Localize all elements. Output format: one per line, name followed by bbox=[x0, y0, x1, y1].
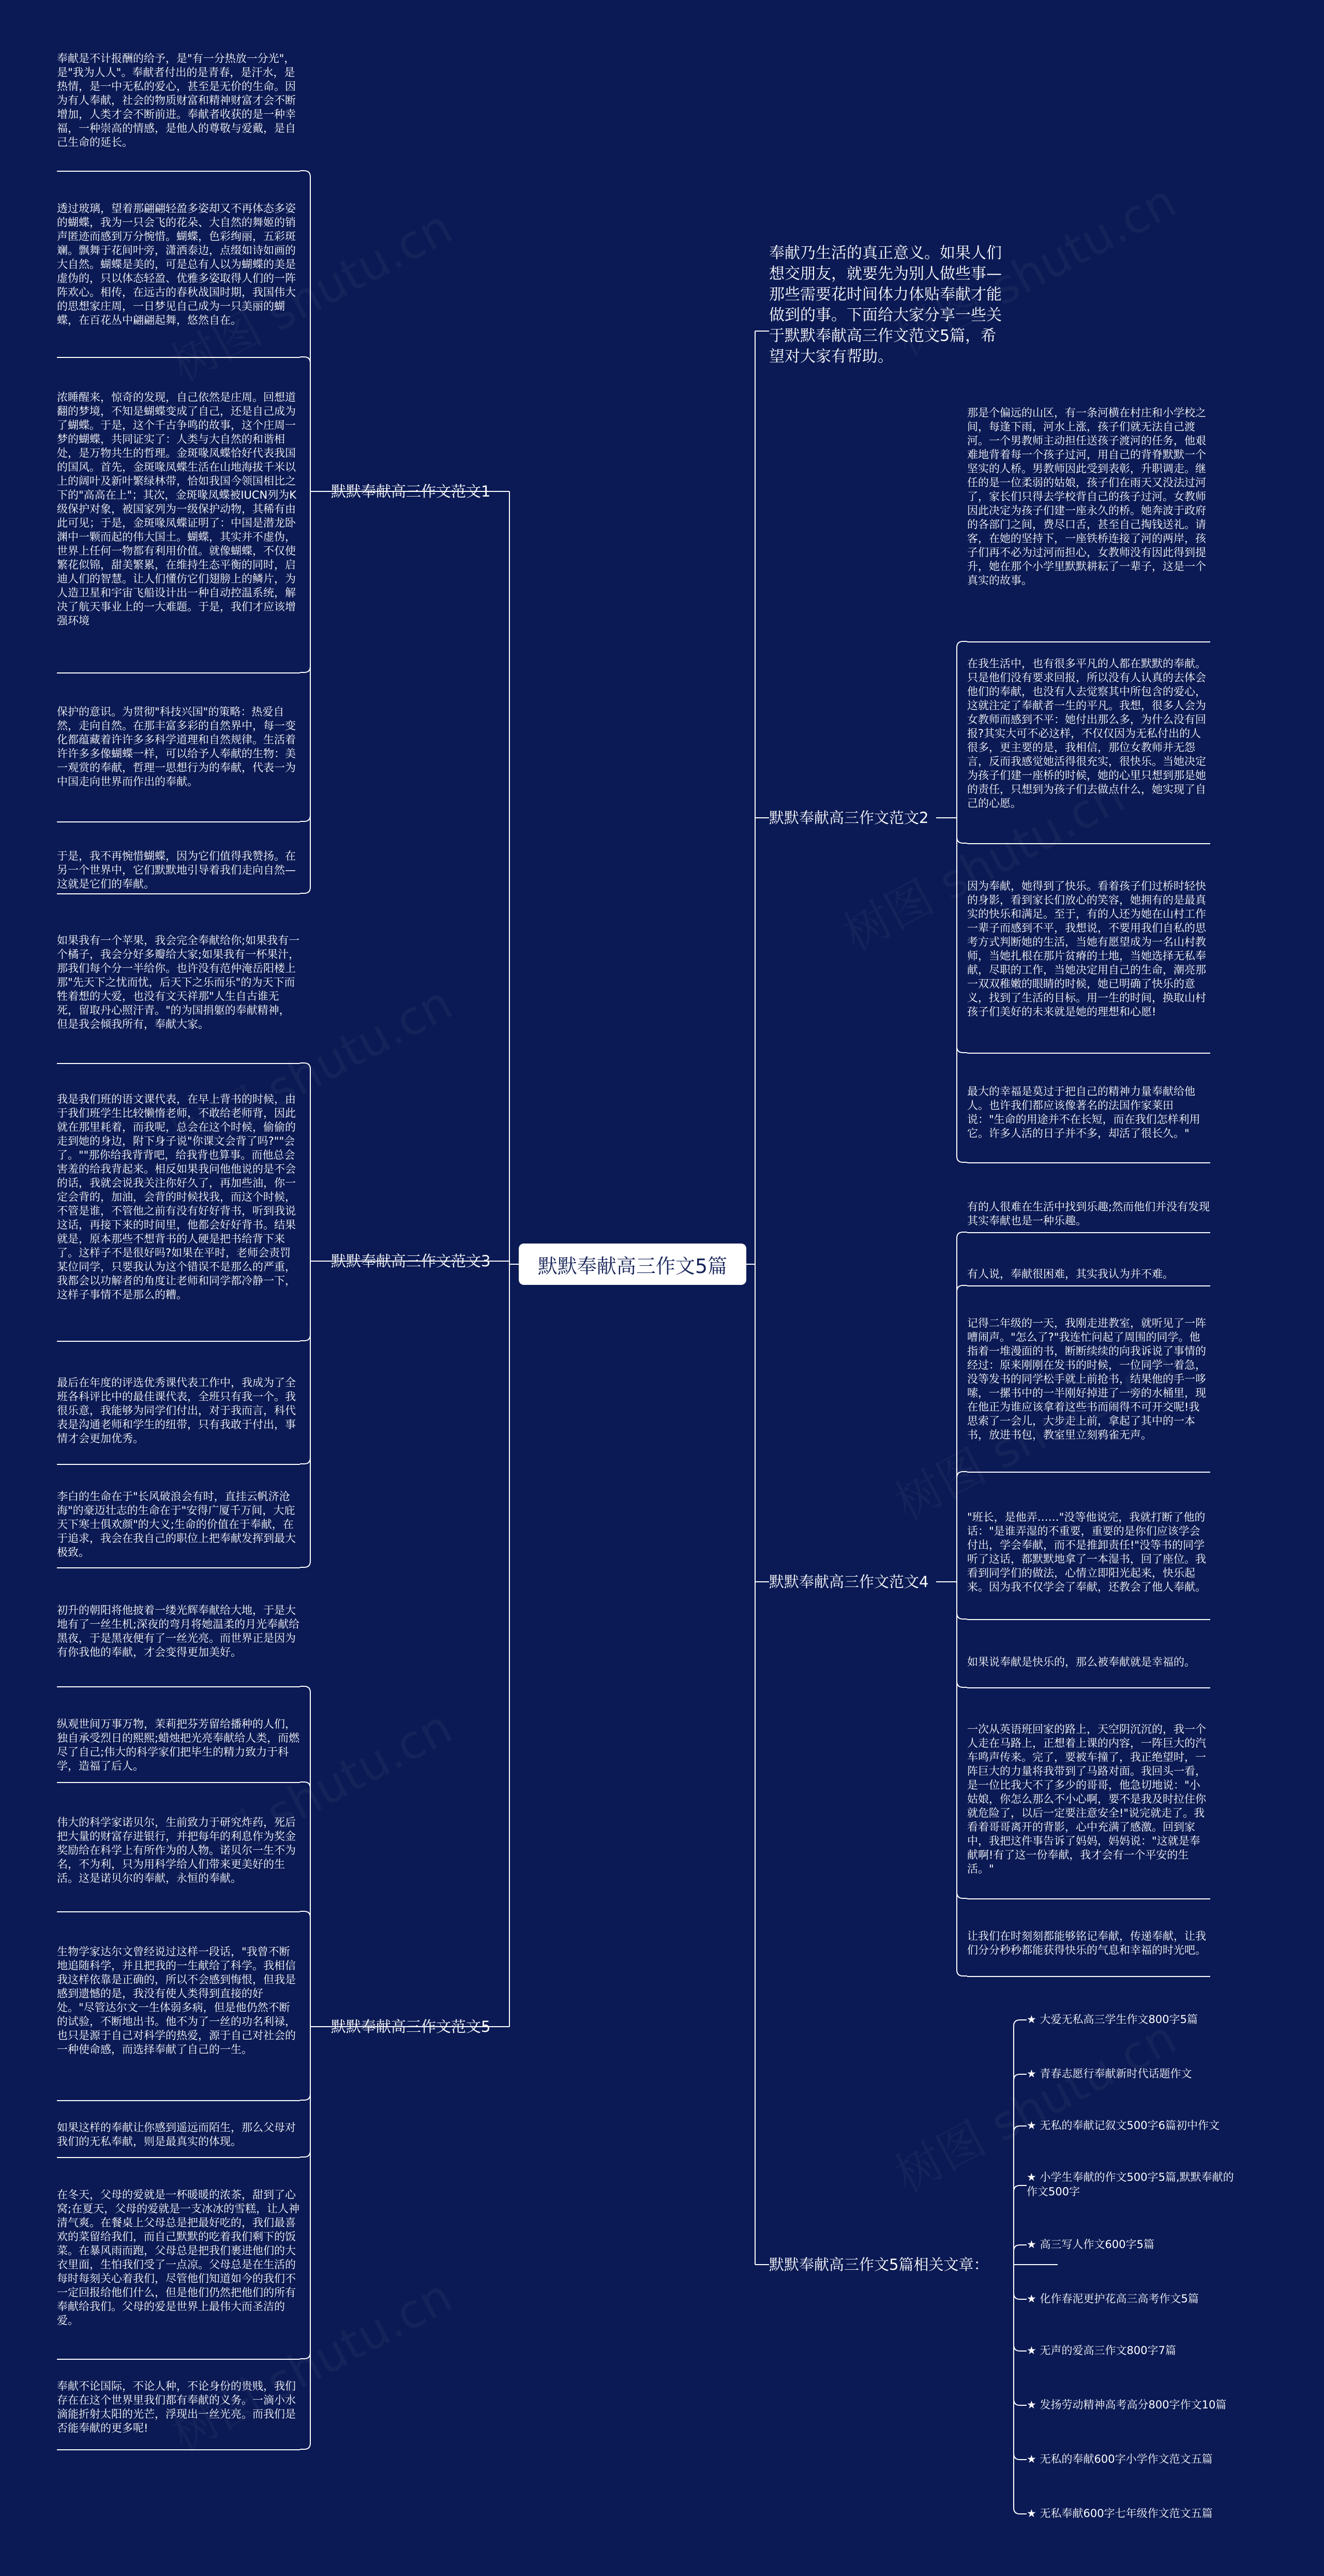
leaf-connector bbox=[957, 1892, 967, 1898]
leaf-connector bbox=[957, 1285, 967, 1292]
essay-2-paragraph: 那是个偏远的山区，有一条河横在村庄和小学校之间，每逢下雨，河水上涨，孩子们就无法自己渡河。一个男教师主动担任送孩子渡河的任务，他艰难地背着每一个孩子过河，用自己的背脊默默一个坚实的人桥。男教师因此受到表彰，升职调走。继任的是一位柔弱的姑娘，孩子们在雨天又没法过河了，家长们只得去学校背自己的孩子过河。女教师因此决定为孩子们建一座永久的桥。她奔波于政府的各部门之间，费尽口舌，甚至自己掏钱送礼。请客，在她的坚持下，一座铁桥连接了河的两岸，孩子们再不必为过河而担心，女教师没有因此得到提升，她在那个小学里默默耕耘了一辈子，这是一个真实的故事。 bbox=[967, 406, 1210, 642]
essay-1-paragraph: 浓睡醒来，惊奇的发现，自己依然是庄周。回想道翻的梦境，不知是蝴蝶变成了自己，还是自己成为了蝴蝶。于是，这个千古争鸣的故事，这个庄周一梦的蝴蝶，共同证实了：人类与大自然的和谐相处，是万物共生的哲理。金斑喙凤蝶恰好代表我国的国风。首先，金斑喙凤蝶生活在山地海拔千米以上的阔叶及新叶繁绿林带，恰如我国今领国相比之下的"高高在上"；其次，金斑喙凤蝶被IUCN列为K级保护对象，被国家列为一级保护动物，其稀有由此可见；于是，金斑喙凤蝶证明了：中国是潜龙卧渊中一颗而起的伟大国土。蝴蝶，其实并不虚伪，世界上任何一物都有利用价值。就像蝴蝶，不仅使繁花似锦，甜美繁累，在维持生态平衡的同时，启迪人们的智慧。让人们懂仿它们翅膀上的鳞片，为人造卫星和宇宙飞船设计出一种自动控温系统，解决了航天事业上的一大难题。于是，我们才应该增强环境 bbox=[57, 391, 300, 673]
branch-related-articles[interactable]: 默默奉献高三作文5篇相关文章： bbox=[769, 2256, 989, 2273]
leaf-connector bbox=[957, 1156, 967, 1162]
essay-5-paragraph: 初升的朝阳将他披着一缕光辉奉献给大地，于是大地有了一丝生机;深夜的弯月将她温柔的月光奉献给黑夜，于是黑夜便有了一丝光亮。而世界正是因为有你我他的奉献，才会变得更加美好。 bbox=[57, 1604, 300, 1687]
leaf-connector bbox=[957, 641, 967, 648]
leaf-connector bbox=[957, 1046, 967, 1053]
related-article-link[interactable]: ★ 大爱无私高三学生作文800字5篇 bbox=[1027, 2013, 1198, 2026]
essay-3-paragraph: 我是我们班的语文课代表，在早上背书的时候，由于我们班学生比较懒惰老师，不敢给老师背，因此就在那里耗着，而我呢，总会在这个时候，偷偷的走到她的身边，附下身子说"你课文会背了吗?""会了。""那你给我背背吧，给我背也算事。而他总会害羞的给我背起来。相反如果我问他他说的是不会的话，我就会说我关注你好久了，再加些油，你一定会背的，加油，会背的时候找我，而这个时候，不管是谁，不管他之前有没有好好背书，听到我说这话，再接下来的时间里，他都会好好背书。结果就是，原本那些不想背书的人硬是把书给背下来了。这样子不是很好吗?如果在平时，老师会责罚某位同学，只要我认为这个错误不是那么的严重，我都会以功解者的角度让老师和同学都冷静一下，这样子事情不是那么的糟。 bbox=[57, 1092, 300, 1342]
leaf-connector bbox=[300, 666, 310, 672]
essay-2-paragraph: 因为奉献，她得到了快乐。看着孩子们过桥时轻快的身影，看到家长们放心的笑容，她拥有的是最真实的快乐和满足。至于，有的人还为她在山村工作一辈子而感到不平，我想说，不要用我们自私的思考方式判断她的生活，当她有愿望成为一名山村教师，当她扎根在那片贫瘠的土地，当她选择无私奉献，尽职的工作，当她决定用自己的生命，潮亮那一双双稚嫩的眼睛的时候，她已明确了快乐的意义，找到了生活的目标。用一生的时间，换取山村孩子们美好的未来就是她的理想和心愿! bbox=[967, 879, 1210, 1054]
related-article-link[interactable]: ★ 小学生奉献的作文500字5篇,默默奉献的作文500字 bbox=[1027, 2171, 1234, 2198]
intro-summary: 奉献乃生活的真正意义。如果人们想交朋友，就要先为别人做些事—那些需要花时间体力体贴奉献才能做到的事。下面给大家分享一些关于默默奉献高三作文范文5篇，希望对大家有帮助。 bbox=[769, 244, 1002, 366]
related-article-link[interactable]: ★ 无私的奉献600字小学作文范文五篇 bbox=[1027, 2453, 1213, 2465]
leaf-connector bbox=[957, 1681, 967, 1687]
leaf-connector bbox=[957, 1613, 967, 1619]
branch-essay-3[interactable]: 默默奉献高三作文范文3 bbox=[331, 1252, 491, 1270]
essay-4-paragraph: 如果说奉献是快乐的，那么被奉献就是幸福的。 bbox=[967, 1655, 1210, 1688]
essay-3-paragraph: 如果我有一个苹果，我会完全奉献给你;如果我有一个橘子，我会分好多瓣给大家;如果我有一杯果汁，那我们每个分一半给你。也许没有范仲淹岳阳楼上那"先天下之忧而忧，后天下之乐而乐"的为天下而牲着想的大爱，也没有文天祥那"人生自古谁无死，留取丹心照汗青。"的为国捐躯的奉献精神，但是我会倾我所有，奉献大家。 bbox=[57, 934, 300, 1064]
branch-essay-1[interactable]: 默默奉献高三作文范文1 bbox=[331, 483, 491, 500]
essay-2-paragraph: 在我生活中，也有很多平凡的人都在默默的奉献。只是他们没有要求回报，所以没有人认真的去体会他们的奉献，也没有人去觉察其中所包含的爱心，这就注定了奉献者一生的平凡。我想，很多人会为女教师而感到不平：她付出那么多，为什么没有回报?其实大可不必这样，不仅仅因为无私付出的人很多，更主要的是，我相信，那位女教师并无怨言，反而我感觉她活得很充实，很快乐。当她决定为孩子们建一座桥的时候，她的心里只想到那是她的责任，只想到为孩子们去做点什么，她实现了自己的心愿。 bbox=[967, 657, 1210, 844]
essay-5-paragraph: 伟大的科学家诺贝尔，生前致力于研究炸药，死后把大量的财富存进银行，并把每年的利息作为奖金奖励给在科学上有所作为的人物。诺贝尔一生不为名，不为利，只为用科学给人们带来更美好的生活。这是诺贝尔的奉献，永恒的奉献。 bbox=[57, 1816, 300, 1912]
leaf-connector bbox=[300, 1335, 310, 1341]
leaf-connector bbox=[957, 1970, 967, 1976]
related-article-link[interactable]: ★ 无声的爱高三作文800字7篇 bbox=[1027, 2344, 1176, 2357]
essay-4-paragraph: "班长，是他弄……"没等他说完，我就打断了他的话："是谁弄湿的不重要，重要的是你们应该学会付出，学会奉献，而不是推卸责任!"没等书的同学听了这话，都默默地拿了一本湿书，回了座位。我看到同学们的做法，心情立即阳光起来，快乐起来。因为我不仅学会了奉献，还教会了他人奉献。 bbox=[967, 1510, 1210, 1620]
branch-essay-5[interactable]: 默默奉献高三作文范文5 bbox=[331, 2018, 491, 2035]
leaf-connector bbox=[300, 2094, 310, 2100]
leaf-connector bbox=[1014, 2453, 1027, 2460]
essay-2-paragraph: 最大的幸福是莫过于把自己的精神力量奉献给他人。也许我们都应该像著名的法国作家莱田说："生命的用途并不在长短，而在我们怎样利用它。许多人活的日子并不多，却活了很长久。" bbox=[967, 1085, 1210, 1163]
essay-5-paragraph: 奉献不论国际，不论人种，不论身份的贵贱，我们存在在这个世界里我们都有奉献的义务。一滴小水滴能折射太阳的光芒，浮现出一丝光亮。而我们是否能奉献的更多呢! bbox=[57, 2379, 300, 2450]
related-article-link[interactable]: ★ 青春志愿行奉献新时代话题作文 bbox=[1027, 2068, 1192, 2080]
essay-5-paragraph: 如果这样的奉献让你感到遥远而陌生，那么父母对我们的无私奉献，则是最真实的体现。 bbox=[57, 2121, 300, 2158]
leaf-connector bbox=[300, 1561, 310, 1567]
essay-4-paragraph: 有的人很难在生活中找到乐趣;然而他们并没有发现其实奉献也是一种乐趣。 bbox=[967, 1200, 1210, 1233]
leaf-connector bbox=[300, 1911, 310, 1918]
leaf-connector bbox=[1014, 2508, 1027, 2514]
leaf-connector bbox=[300, 171, 310, 177]
essay-5-paragraph: 在冬天，父母的爱就是一杯暖暖的浓茶，甜到了心窝;在夏天，父母的爱就是一支冰冰的雪糕，让人神清气爽。在餐桌上父母总是把最好吃的，我们最喜欢的菜留给我们，而自己默默的吃着我们剩下的饭菜。在暴风雨而跑，父母总是把我们裹进他们的大衣里面，生怕我们受了一点凉。父母总是在生活的每时每刻关心着我们，尽管他们知道如今的我们不一定回报给他们什么，但是他们仍然把他们的所有奉献给我们。父母的爱是世界上最伟大而圣洁的爱。 bbox=[57, 2188, 300, 2360]
leaf-connector bbox=[1014, 2185, 1027, 2192]
leaf-connector bbox=[1014, 2293, 1027, 2299]
essay-4-paragraph: 一次从英语班回家的路上，天空阴沉沉的，我一个人走在马路上，正想着上课的内容，一阵巨大的汽车鸣声传来。完了，要被车撞了，我正绝望时，一阵巨大的力量将我带到了马路对面。我回头一看，是一位比我大不了多少的哥哥，他急切地说："小姑娘，你怎么那么不小心啊，要不是我及时拉住你就危险了，以后一定要注意安全!"说完就走了。我看着哥哥离开的背影，心中充满了感激。回到家中，我把这件事告诉了妈妈，妈妈说："这就是奉献啊!有了这一份奉献，我才会有一个平安的生活。" bbox=[967, 1723, 1210, 1899]
leaf-connector bbox=[300, 1458, 310, 1464]
branch-essay-4[interactable]: 默默奉献高三作文范文4 bbox=[769, 1573, 929, 1591]
branch-essay-2[interactable]: 默默奉献高三作文范文2 bbox=[769, 809, 929, 827]
essay-5-paragraph: 纵观世间万事万物，茉莉把芬芳留给播种的人们，独自承受烈日的熙熙;蜡烛把光亮奉献给人类，而燃尽了自己;伟大的科学家们把毕生的精力致力于科学，造福了后人。 bbox=[57, 1717, 300, 1783]
essay-1-paragraph: 奉献是不计报酬的给予，是"有一分热放一分光"，是"我为人人"。奉献者付出的是青春，是汗水，是热情，是一中无私的爱心，甚至是无价的生命。因为有人奉献，社会的物质财富和精神财富才会不断增加，人类才会不断前进。奉献者收获的是一种幸福，一种崇高的情感，是他人的尊敬与爱戴，是自己生命的延长。 bbox=[57, 52, 300, 172]
leaf-connector bbox=[1014, 2245, 1027, 2251]
related-article-link[interactable]: ★ 高三写人作文600字5篇 bbox=[1027, 2238, 1154, 2251]
leaf-connector bbox=[1014, 2020, 1027, 2026]
essay-4-paragraph: 让我们在时刻刻都能够铭记奉献，传递奉献，让我们分分秒秒都能获得快乐的气息和幸福的时光吧。 bbox=[967, 1929, 1210, 1977]
leaf-connector bbox=[300, 2443, 310, 2449]
related-article-link[interactable]: ★ 无私的奉献记叙文500字6篇初中作文 bbox=[1027, 2119, 1220, 2132]
leaf-connector bbox=[300, 887, 310, 893]
essay-3-paragraph: 最后在年度的评选优秀课代表工作中，我成为了全班各科评比中的最佳课代表，全班只有我一个。我很乐意，我能够为同学们付出，对于我而言，科代表是沟通老师和学生的纽带，只有我敢于付出，事情才会更加优秀。 bbox=[57, 1376, 300, 1465]
essay-4-paragraph: 记得二年级的一天，我刚走进教室，就听见了一阵嘈闹声。"怎么了?"我连忙问起了周围的同学。他指着一堆漫面的书，断断续续的向我诉说了事情的经过：原来刚刚在发书的时候，一位同学一着急，没等发书的同学松手就上前抢书，结果他的手一哆嗦，一摞书中的一半刚好掉进了一旁的水桶里，现在他正为谁应该拿着这些书而闹得不可开交呢!我思索了一会儿，大步走上前，拿起了其中的一本书，放进书包，教室里立刻鸦雀无声。 bbox=[967, 1316, 1210, 1473]
leaf-connector bbox=[1014, 2399, 1027, 2405]
essay-5-paragraph: 生物学家达尔文曾经说过这样一段话，"我曾不断地追随科学，并且把我的一生献给了科学。我相信我这样依靠是正确的，所以不会感到悔恨，但我是感到遗憾的是，我没有使人类得到直接的好处。"尽管达尔文一生体弱多病，但是他仍然不断的试验，不断地出书。他不为了一丝的功名利禄，也只是源于自己对科学的热爱，源于自己对社会的一种使命感，而选择奉献了自己的一生。 bbox=[57, 1945, 300, 2101]
essay-1-paragraph: 保护的意识。为贯彻"科技兴国"的策略：热爱自然，走向自然。在那丰富多彩的自然界中，每一变化都蕴藏着许许多多科学道理和自然规律。生活着许许多多像蝴蝶一样，可以给予人奉献的生物：美一观赏的奉献，哲理一思想行为的奉献，代表一为中国走向世界而作出的奉献。 bbox=[57, 705, 300, 822]
essay-3-paragraph: 李白的生命在于"长风破浪会有时，直挂云帆济沧海"的豪迈壮志的生命在于"安得广厦千万间，大庇天下寒士俱欢颜"的大义;生命的价值在于奉献，在于追求，我会在我自己的职位上把奉献发挥到最大极致。 bbox=[57, 1490, 300, 1568]
leaf-connector bbox=[957, 1232, 967, 1238]
leaf-connector bbox=[300, 2151, 310, 2157]
related-article-link[interactable]: ★ 化作春泥更护花高三高考作文5篇 bbox=[1027, 2293, 1199, 2305]
related-article-link[interactable]: ★ 无私奉献600字七年级作文范文五篇 bbox=[1027, 2507, 1213, 2520]
root-topic[interactable]: 默默奉献高三作文5篇 bbox=[519, 1244, 746, 1285]
essay-1-paragraph: 于是，我不再惋惜蝴蝶，因为它们值得我赞扬。在另一个世界中，它们默默地引导着我们走向自然—这就是它们的奉献。 bbox=[57, 849, 300, 894]
leaf-connector bbox=[300, 815, 310, 821]
essay-1-paragraph: 透过玻璃，望着那翩翩轻盈多姿却又不再体态多姿的蝴蝶，我为一只会飞的花朵、大自然的舞姬的销声匿迹而感到万分惋惜。蝴蝶，色彩绚丽，五彩斑斓。飘舞于花间叶旁，潇洒泰边，点缀如诗如画的大自然。蝴蝶是美的，可是总有人以为蝴蝶的美是虚伪的，只以体态轻盈、优雅多姿取得人们的一阵阵欢心。相传，在远古的春秋战国时期，我国伟大的思想家庄周，一日梦见自己成为一只美丽的蝴蝶，在百花丛中翩翩起舞，悠然自在。 bbox=[57, 202, 300, 358]
related-article-link[interactable]: ★ 发扬劳动精神高考高分800字作文10篇 bbox=[1027, 2399, 1227, 2411]
leaf-connector bbox=[300, 1686, 310, 1693]
leaf-connector bbox=[1014, 2345, 1027, 2351]
essay-4-paragraph: 有人说，奉献很困难，其实我认为并不难。 bbox=[967, 1267, 1210, 1286]
leaf-connector bbox=[300, 357, 310, 363]
